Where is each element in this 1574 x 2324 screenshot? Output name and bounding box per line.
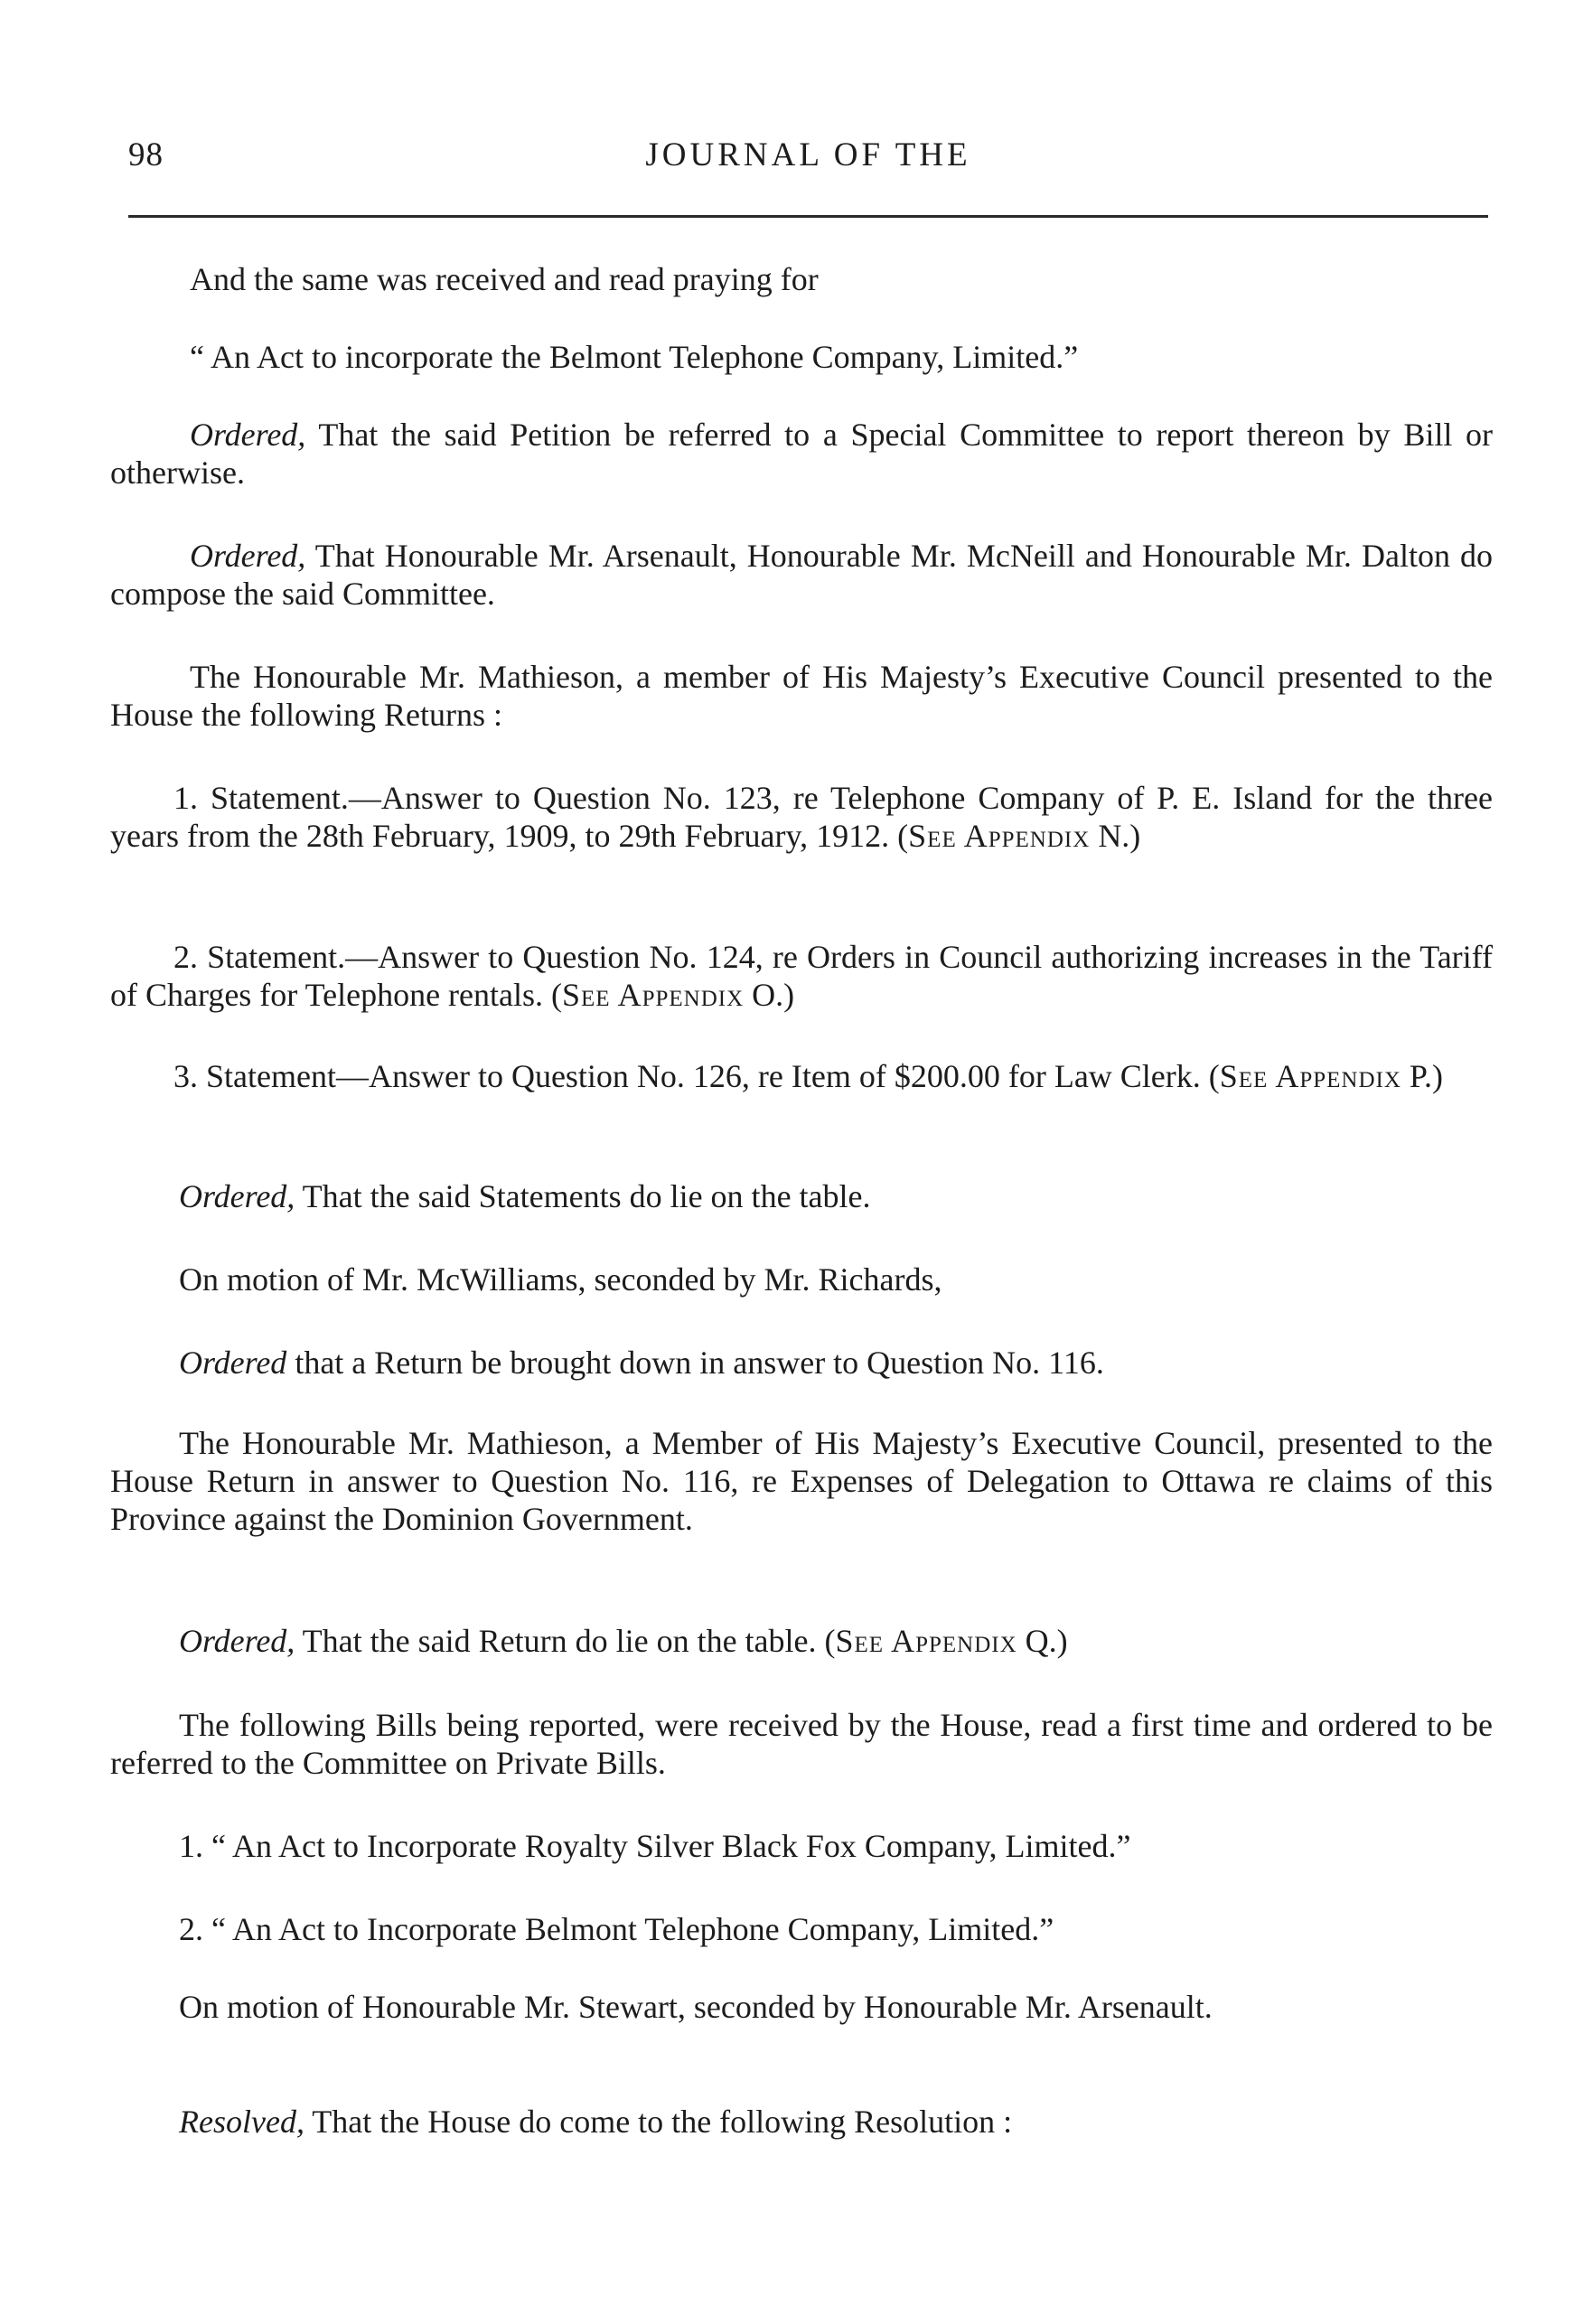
- paragraph-ordered-return-table: [110, 1622, 1493, 1660]
- page-number: 98: [128, 136, 164, 173]
- statement-text: 3. Statement—Answer to Question No. 126, re Item of $200.00 for Law Clerk. (: [173, 1058, 1220, 1094]
- header-rule: [128, 215, 1488, 218]
- statement-item-2: [110, 938, 1493, 1014]
- statement-item-3: [110, 1057, 1493, 1095]
- paragraph-bills-reported: The following Bills being reported, were received by the House, read a first time and ordered to be referred to the Committee on Private Bills.: [110, 1707, 1493, 1781]
- ordered-label: Ordered,: [179, 1623, 295, 1659]
- appendix-reference: See Appendix: [1219, 1058, 1401, 1094]
- page-header: [128, 136, 1488, 190]
- appendix-reference: See Appendix: [562, 977, 745, 1013]
- paragraph-motion-stewart: On motion of Honourable Mr. Stewart, seconded by Honourable Mr. Arsenault.: [179, 1989, 1213, 2025]
- resolved-label: Resolved,: [179, 2104, 304, 2140]
- paragraph-text: that a Return be brought down in answer to Question No. 116.: [286, 1345, 1104, 1381]
- appendix-letter: N.): [1090, 818, 1141, 854]
- appendix-letter: P.): [1401, 1058, 1443, 1094]
- statement-text: 2. Statement.—Answer to Question No. 124, re Orders in Council authorizing increases in the Tariff of Charges for Telephone rentals. (: [110, 939, 1493, 1013]
- appendix-reference: See Appendix: [908, 818, 1091, 854]
- running-head: JOURNAL OF THE: [645, 136, 971, 173]
- paragraph-ordered-return: [110, 1344, 1493, 1382]
- ordered-label: Ordered,: [190, 538, 306, 574]
- paragraph-ordered-petition: [110, 416, 1493, 492]
- paragraph-text: That the said Statements do lie on the table.: [295, 1178, 871, 1214]
- paragraph-received: And the same was received and read praying for: [190, 261, 819, 297]
- statement-text: 1. Statement.—Answer to Question No. 123, re Telephone Company of P. E. Island for the three years from the 28th February, 1909, to 29th February, 1912. (: [110, 780, 1493, 854]
- appendix-letter: Q.): [1017, 1623, 1068, 1659]
- paragraph-returns-presented: The Honourable Mr. Mathieson, a member of His Majesty’s Executive Council presented to the House the following Returns :: [110, 659, 1493, 733]
- ordered-label: Ordered,: [179, 1178, 295, 1214]
- appendix-reference: See Appendix: [835, 1623, 1017, 1659]
- ordered-label: Ordered: [179, 1345, 287, 1381]
- paragraph-motion-mcwilliams: On motion of Mr. McWilliams, seconded by Mr. Richards,: [179, 1261, 942, 1298]
- paragraph-act-title: “ An Act to incorporate the Belmont Telephone Company, Limited.”: [190, 339, 1079, 375]
- ordered-label: Ordered,: [190, 417, 306, 453]
- paragraph-text: That Honourable Mr. Arsenault, Honourable Mr. McNeill and Honourable Mr. Dalton do compose the said Committee.: [110, 538, 1493, 612]
- bill-item-1: 1. “ An Act to Incorporate Royalty Silver Black Fox Company, Limited.”: [179, 1828, 1131, 1864]
- statement-item-1: [110, 779, 1493, 855]
- bill-item-2: 2. “ An Act to Incorporate Belmont Telephone Company, Limited.”: [179, 1911, 1054, 1947]
- paragraph-ordered-statements: [110, 1177, 1493, 1215]
- paragraph-text: That the said Return do lie on the table. (: [295, 1623, 836, 1659]
- appendix-letter: O.): [744, 977, 795, 1013]
- paragraph-ordered-committee: [110, 537, 1493, 613]
- paragraph-text: That the House do come to the following Resolution :: [304, 2104, 1013, 2140]
- paragraph-resolved: [110, 2103, 1493, 2141]
- paragraph-text: That the said Petition be referred to a Special Committee to report thereon by Bill or otherwise.: [110, 417, 1493, 491]
- paragraph-return-presented: The Honourable Mr. Mathieson, a Member of His Majesty’s Executive Council, presented to the House Return in answer to Question No. 116, re Expenses of Delegation to Ottawa re claims of this Province against the Dominion Government.: [110, 1425, 1493, 1537]
